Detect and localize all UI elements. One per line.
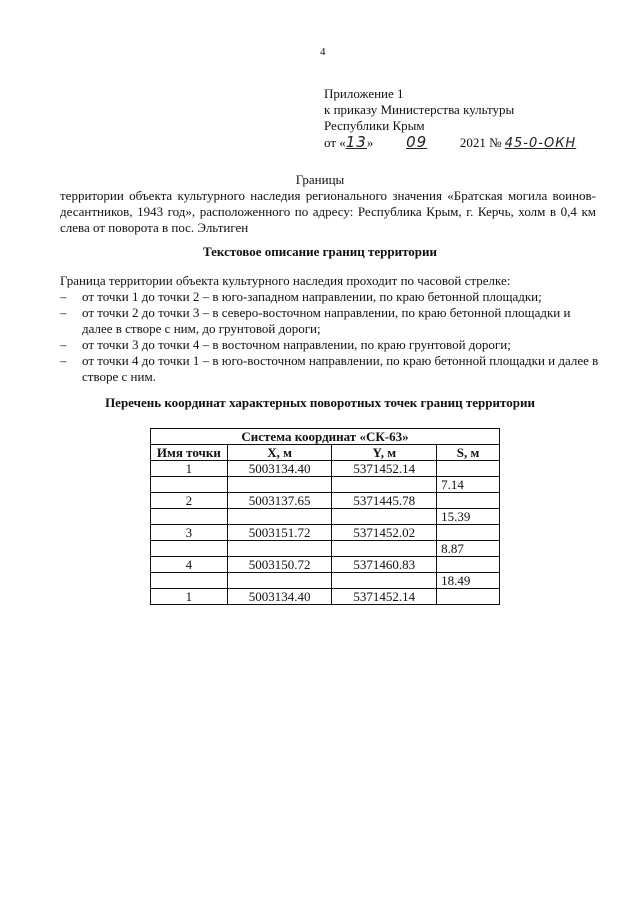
table-row (151, 573, 500, 589)
cell-x: 5003134.40 (227, 461, 332, 477)
table-row (151, 525, 500, 541)
cell-s (437, 461, 500, 477)
appendix-line-3: Республики Крым (324, 118, 425, 133)
cell-x: 5003150.72 (227, 557, 332, 573)
cell-point: 1 (151, 589, 228, 605)
cell-y (332, 509, 437, 525)
appendix-line-1: Приложение 1 (324, 86, 404, 101)
dash-bullet: – (60, 337, 67, 352)
cell-y: 5371452.14 (332, 589, 437, 605)
cell-x: 5003137.65 (227, 493, 332, 509)
handwritten-month: 09 (406, 133, 428, 151)
list-item (60, 305, 600, 337)
coordinate-system-header: Система координат «СК-63» (151, 429, 500, 445)
cell-y: 5371452.14 (332, 461, 437, 477)
table-row (151, 509, 500, 525)
dash-bullet: – (60, 289, 67, 304)
list-item (60, 289, 600, 305)
cell-y: 5371445.78 (332, 493, 437, 509)
appendix-header (324, 86, 576, 152)
dash-bullet: – (60, 305, 67, 320)
coordinates-table (150, 428, 500, 605)
cell-x: 5003134.40 (227, 589, 332, 605)
coordinates-heading: Перечень координат характерных поворотных точек границ территории (105, 395, 535, 410)
list-item-text: от точки 4 до точки 1 – в юго-восточном направлении, по краю бетонной площадки и далее в створе с ним. (82, 353, 599, 384)
cell-s: 8.87 (437, 541, 500, 557)
cell-y (332, 477, 437, 493)
handwritten-day: 13 (345, 133, 367, 151)
list-item (60, 353, 600, 385)
table-row (151, 493, 500, 509)
column-header-y: Y, м (332, 445, 437, 461)
cell-s: 18.49 (437, 573, 500, 589)
cell-y: 5371460.83 (332, 557, 437, 573)
cell-x: 5003151.72 (227, 525, 332, 541)
cell-s (437, 557, 500, 573)
page-title: Границы (295, 172, 345, 187)
intro-text: территории объекта культурного наследия регионального значения «Братская могила воинов-десантников, 1943 год», расположенного по адресу: Республика Крым, г. Керчь, холм в 0,4 км слева от поворота в пос. Эльтиген (60, 188, 596, 235)
handwritten-order-number: 45-0-ОКН (504, 136, 577, 151)
date-mid: » (366, 135, 374, 150)
cell-s: 15.39 (437, 509, 500, 525)
cell-y: 5371452.02 (332, 525, 437, 541)
cell-x (227, 541, 332, 557)
year-text: 2021 № (459, 135, 502, 150)
dash-bullet: – (60, 353, 67, 368)
cell-y (332, 541, 437, 557)
description-heading: Текстовое описание границ территории (202, 244, 438, 259)
description-lead: Граница территории объекта культурного наследия проходит по часовой стрелке: (60, 273, 511, 288)
date-prefix: от « (324, 135, 346, 150)
appendix-line-2: к приказу Министерства культуры (324, 102, 515, 117)
table-row (151, 589, 500, 605)
cell-point (151, 477, 228, 493)
column-header-point: Имя точки (151, 445, 228, 461)
description-list (60, 289, 600, 385)
cell-point: 4 (151, 557, 228, 573)
cell-point (151, 509, 228, 525)
cell-s: 7.14 (437, 477, 500, 493)
table-row (151, 557, 500, 573)
cell-x (227, 509, 332, 525)
cell-s (437, 525, 500, 541)
cell-point (151, 573, 228, 589)
appendix-date-line (324, 134, 576, 152)
table-row (151, 541, 500, 557)
list-item-text: от точки 2 до точки 3 – в северо-восточном направлении, по краю бетонной площадки и далее в створе с ним, до грунтовой дороги; (82, 305, 571, 336)
cell-s (437, 589, 500, 605)
cell-point: 1 (151, 461, 228, 477)
cell-x (227, 477, 332, 493)
table-row (151, 477, 500, 493)
list-item-text: от точки 3 до точки 4 – в восточном направлении, по краю грунтовой дороги; (82, 337, 511, 352)
list-item (60, 337, 600, 353)
column-header-x: X, м (227, 445, 332, 461)
cell-y (332, 573, 437, 589)
cell-point: 3 (151, 525, 228, 541)
cell-point: 2 (151, 493, 228, 509)
cell-point (151, 541, 228, 557)
cell-s (437, 493, 500, 509)
column-header-s: S, м (437, 445, 500, 461)
page-number: 4 (320, 46, 326, 58)
list-item-text: от точки 1 до точки 2 – в юго-западном направлении, по краю бетонной площадки; (82, 289, 542, 304)
cell-x (227, 573, 332, 589)
table-row (151, 461, 500, 477)
